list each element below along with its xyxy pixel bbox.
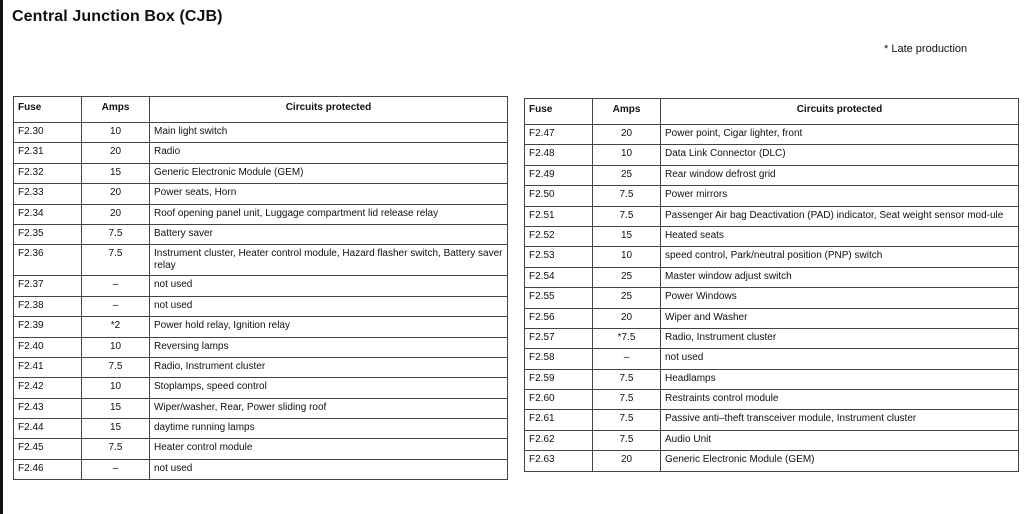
table-row xyxy=(525,267,1019,287)
circuit-cell: Master window adjust switch xyxy=(661,267,1019,287)
amps-cell: 7.5 xyxy=(82,439,150,459)
amps-cell: 10 xyxy=(82,337,150,357)
fuse-cell: F2.35 xyxy=(14,224,82,244)
table-row xyxy=(14,398,508,418)
circuit-cell: Rear window defrost grid xyxy=(661,165,1019,185)
table-row xyxy=(14,419,508,439)
column-header-circuits: Circuits protected xyxy=(661,99,1019,125)
column-header-amps: Amps xyxy=(82,97,150,123)
table-row xyxy=(525,247,1019,267)
amps-cell: 15 xyxy=(593,226,661,246)
amps-cell: 7.5 xyxy=(593,410,661,430)
fuse-cell: F2.50 xyxy=(525,186,593,206)
fuse-cell: F2.58 xyxy=(525,349,593,369)
fuse-cell: F2.43 xyxy=(14,398,82,418)
fuse-cell: F2.48 xyxy=(525,145,593,165)
fuse-cell: F2.40 xyxy=(14,337,82,357)
fuse-cell: F2.63 xyxy=(525,451,593,471)
table-row xyxy=(525,186,1019,206)
table-row xyxy=(525,226,1019,246)
circuit-cell: Passenger Air bag Deactivation (PAD) indicator, Seat weight sensor mod-ule xyxy=(661,206,1019,226)
table-row xyxy=(14,296,508,316)
table-row xyxy=(14,245,508,276)
table-row xyxy=(525,308,1019,328)
circuit-cell: Generic Electronic Module (GEM) xyxy=(661,451,1019,471)
amps-cell: 20 xyxy=(82,204,150,224)
fuse-cell: F2.45 xyxy=(14,439,82,459)
circuit-cell: Data Link Connector (DLC) xyxy=(661,145,1019,165)
amps-cell: – xyxy=(593,349,661,369)
fuse-cell: F2.60 xyxy=(525,390,593,410)
circuit-cell: not used xyxy=(150,276,508,296)
fuse-cell: F2.47 xyxy=(525,125,593,145)
fuse-cell: F2.31 xyxy=(14,143,82,163)
fuse-cell: F2.32 xyxy=(14,163,82,183)
circuit-cell: Radio xyxy=(150,143,508,163)
table-row xyxy=(525,125,1019,145)
amps-cell: 7.5 xyxy=(593,390,661,410)
circuit-cell: Heater control module xyxy=(150,439,508,459)
page-title: Central Junction Box (CJB) xyxy=(12,8,223,25)
fuse-cell: F2.53 xyxy=(525,247,593,267)
fuse-cell: F2.41 xyxy=(14,357,82,377)
amps-cell: 7.5 xyxy=(82,245,150,276)
fuse-cell: F2.36 xyxy=(14,245,82,276)
table-row xyxy=(14,276,508,296)
circuit-cell: Headlamps xyxy=(661,369,1019,389)
amps-cell: 15 xyxy=(82,163,150,183)
amps-cell: – xyxy=(82,296,150,316)
amps-cell: 15 xyxy=(82,419,150,439)
amps-cell: 7.5 xyxy=(82,224,150,244)
table-row xyxy=(525,349,1019,369)
table-row xyxy=(14,357,508,377)
table-header-row xyxy=(14,97,508,123)
amps-cell: 20 xyxy=(593,451,661,471)
table-row xyxy=(14,163,508,183)
table-row xyxy=(525,410,1019,430)
circuit-cell: Passive anti–theft transceiver module, Instrument cluster xyxy=(661,410,1019,430)
fuse-cell: F2.37 xyxy=(14,276,82,296)
fuse-cell: F2.33 xyxy=(14,184,82,204)
amps-cell: – xyxy=(82,276,150,296)
circuit-cell: Radio, Instrument cluster xyxy=(150,357,508,377)
amps-cell: *2 xyxy=(82,317,150,337)
circuit-cell: Reversing lamps xyxy=(150,337,508,357)
amps-cell: 7.5 xyxy=(82,357,150,377)
circuit-cell: Power Windows xyxy=(661,288,1019,308)
table-row xyxy=(14,143,508,163)
amps-cell: 25 xyxy=(593,267,661,287)
amps-cell: 10 xyxy=(593,247,661,267)
fuse-cell: F2.49 xyxy=(525,165,593,185)
circuit-cell: speed control, Park/neutral position (PNP) switch xyxy=(661,247,1019,267)
circuit-cell: Roof opening panel unit, Luggage compartment lid release relay xyxy=(150,204,508,224)
column-header-fuse: Fuse xyxy=(525,99,593,125)
table-row xyxy=(525,451,1019,471)
fuse-cell: F2.30 xyxy=(14,123,82,143)
table-row xyxy=(525,328,1019,348)
table-row xyxy=(525,288,1019,308)
table-row xyxy=(14,378,508,398)
table-row xyxy=(14,184,508,204)
table-row xyxy=(525,430,1019,450)
column-header-fuse: Fuse xyxy=(14,97,82,123)
circuit-cell: Battery saver xyxy=(150,224,508,244)
circuit-cell: Radio, Instrument cluster xyxy=(661,328,1019,348)
table-header-row xyxy=(525,99,1019,125)
circuit-cell: not used xyxy=(661,349,1019,369)
circuit-cell: Power hold relay, Ignition relay xyxy=(150,317,508,337)
column-header-circuits: Circuits protected xyxy=(150,97,508,123)
fuse-cell: F2.55 xyxy=(525,288,593,308)
fuse-cell: F2.39 xyxy=(14,317,82,337)
fuse-cell: F2.62 xyxy=(525,430,593,450)
amps-cell: – xyxy=(82,459,150,479)
fuse-cell: F2.34 xyxy=(14,204,82,224)
circuit-cell: Generic Electronic Module (GEM) xyxy=(150,163,508,183)
circuit-cell: Main light switch xyxy=(150,123,508,143)
fuse-cell: F2.56 xyxy=(525,308,593,328)
fuse-cell: F2.46 xyxy=(14,459,82,479)
table-row xyxy=(14,459,508,479)
table-row xyxy=(14,224,508,244)
circuit-cell: Wiper/washer, Rear, Power sliding roof xyxy=(150,398,508,418)
table-row xyxy=(525,145,1019,165)
fuse-cell: F2.44 xyxy=(14,419,82,439)
table-row xyxy=(14,439,508,459)
amps-cell: 10 xyxy=(593,145,661,165)
circuit-cell: Instrument cluster, Heater control module, Hazard flasher switch, Battery saver relay xyxy=(150,245,508,276)
fuse-table-left xyxy=(13,96,508,480)
fuse-cell: F2.61 xyxy=(525,410,593,430)
amps-cell: 10 xyxy=(82,378,150,398)
amps-cell: *7.5 xyxy=(593,328,661,348)
table-row xyxy=(525,165,1019,185)
fuse-cell: F2.54 xyxy=(525,267,593,287)
amps-cell: 7.5 xyxy=(593,186,661,206)
circuit-cell: Wiper and Washer xyxy=(661,308,1019,328)
amps-cell: 25 xyxy=(593,165,661,185)
amps-cell: 15 xyxy=(82,398,150,418)
fuse-cell: F2.42 xyxy=(14,378,82,398)
table-row xyxy=(14,317,508,337)
circuit-cell: daytime running lamps xyxy=(150,419,508,439)
circuit-cell: Power mirrors xyxy=(661,186,1019,206)
fuse-cell: F2.57 xyxy=(525,328,593,348)
amps-cell: 7.5 xyxy=(593,206,661,226)
circuit-cell: Power seats, Horn xyxy=(150,184,508,204)
circuit-cell: Audio Unit xyxy=(661,430,1019,450)
fuse-cell: F2.51 xyxy=(525,206,593,226)
circuit-cell: Stoplamps, speed control xyxy=(150,378,508,398)
table-row xyxy=(525,390,1019,410)
circuit-cell: Power point, Cigar lighter, front xyxy=(661,125,1019,145)
circuit-cell: Heated seats xyxy=(661,226,1019,246)
table-row xyxy=(525,369,1019,389)
amps-cell: 25 xyxy=(593,288,661,308)
fuse-cell: F2.59 xyxy=(525,369,593,389)
column-header-amps: Amps xyxy=(593,99,661,125)
fuse-cell: F2.52 xyxy=(525,226,593,246)
left-edge-divider xyxy=(0,0,3,514)
circuit-cell: not used xyxy=(150,459,508,479)
amps-cell: 20 xyxy=(82,143,150,163)
table-row xyxy=(525,206,1019,226)
amps-cell: 7.5 xyxy=(593,369,661,389)
table-row xyxy=(14,204,508,224)
table-row xyxy=(14,337,508,357)
fuse-cell: F2.38 xyxy=(14,296,82,316)
amps-cell: 20 xyxy=(593,308,661,328)
amps-cell: 10 xyxy=(82,123,150,143)
late-production-note: * Late production xyxy=(884,43,968,55)
fuse-table-right xyxy=(524,98,1019,472)
amps-cell: 7.5 xyxy=(593,430,661,450)
amps-cell: 20 xyxy=(593,125,661,145)
table-row xyxy=(14,123,508,143)
circuit-cell: Restraints control module xyxy=(661,390,1019,410)
amps-cell: 20 xyxy=(82,184,150,204)
circuit-cell: not used xyxy=(150,296,508,316)
